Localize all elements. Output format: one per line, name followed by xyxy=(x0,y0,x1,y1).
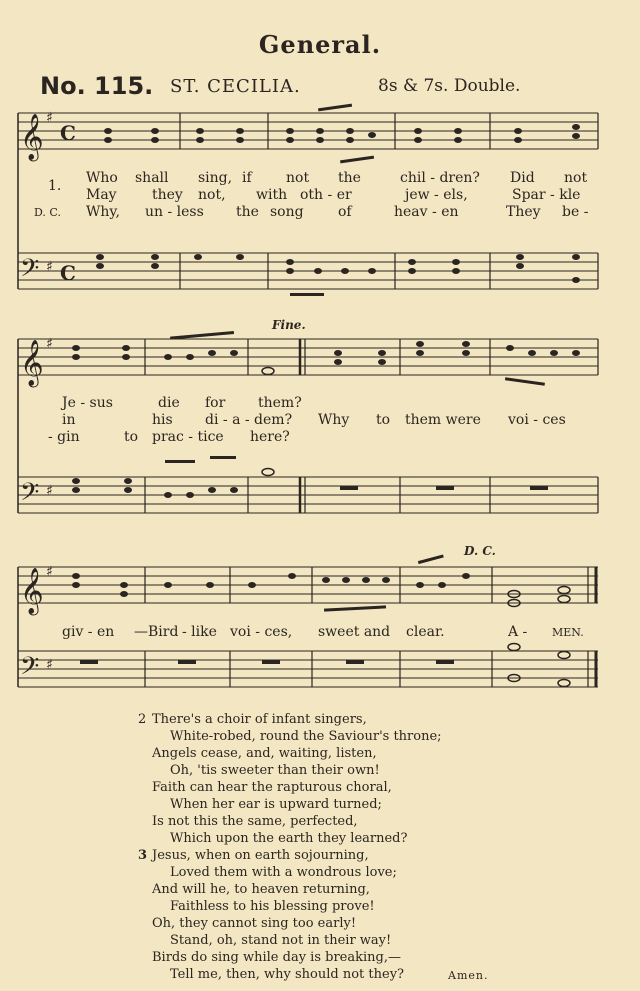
common-time-icon: C xyxy=(60,121,76,145)
verses-block: 2 There's a choir of infant singers, White-robed, round the Saviour's throne; Angels cease, and, waiting, listen, Oh, 'tis sweeter than their own! Faith can hear the rapturous choral, When her ear is upward turned; Is not this the same, perfected, Which upon the earth they learned? 3 Jesus, when on earth sojourning, Loved them with a wondrous love; And will he, to heaven returning, Faithless to his blessing prove! Oh, they cannot sing too early! Stand, oh, stand not in their way! Birds do sing while day is breaking,— Tell me, then, why should not they? Amen. xyxy=(138,712,489,982)
bass-clef-icon: 𝄢 xyxy=(20,652,40,687)
sharp-icon: ♯ xyxy=(46,336,53,352)
tune-name: ST. CECILIA. xyxy=(170,76,301,97)
sharp-icon: ♯ xyxy=(46,259,53,275)
hymn-page: General. No. 115. ST. CECILIA. 8s & 7s. Double. 𝄞 𝄞 𝄞 𝄢 𝄢 𝄢 ♯ ♯ ♯ ♯ ♯ ♯ C C 1. Who shall sing, if not the chil - dren? Did not May they not, with oth - er jew - els, Spar - kle D. C. Why, un - less the song of heav - en They be - Fine. Je - sus die for them? in his di - a - dem? Why to them were voi - ces - gin to prac - tice here? D. C. giv - en —Bird - like voi - ces, sweet and clear. A - MEN. 2 There's a choir of infant singers, White-robed, round the Saviour's throne; Angels cease, and, waiting, listen, Oh, 'tis sweeter than their own! Faith can hear the rapturous choral, When her ear is upward turned; Is not this the same, perfected, Which upon the earth they learned? 3 Jesus, when on earth sojourning, Loved them with a wondrous love; And will he, to heaven returning, Faithless to his blessing prove! Oh, they cannot sing too early! Stand, oh, stand not in their way! Birds do sing while day is breaking,— Tell me, then, why should not they? Amen. xyxy=(0,0,640,991)
sharp-icon: ♯ xyxy=(46,564,53,580)
section-title: General. xyxy=(258,30,382,59)
amen-marker: Amen. xyxy=(448,969,489,982)
verse-number: 1. xyxy=(48,178,62,194)
treble-clef-icon: 𝄞 xyxy=(20,114,44,160)
staff-system1-bass xyxy=(18,253,598,289)
fine-marker: Fine. xyxy=(272,318,306,332)
dc-marker: D. C. xyxy=(464,544,496,558)
bass-clef-icon: 𝄢 xyxy=(20,254,40,289)
common-time-icon: C xyxy=(60,261,76,285)
staff-system2-bass xyxy=(18,477,598,513)
sharp-icon: ♯ xyxy=(46,110,53,126)
treble-clef-icon: 𝄞 xyxy=(20,568,44,614)
hymn-number: No. 115. xyxy=(40,72,154,100)
meter: 8s & 7s. Double. xyxy=(378,76,521,96)
sharp-icon: ♯ xyxy=(46,657,53,673)
bass-clef-icon: 𝄢 xyxy=(20,478,40,513)
sharp-icon: ♯ xyxy=(46,483,53,499)
treble-clef-icon: 𝄞 xyxy=(20,340,44,386)
staff-system2-treble xyxy=(18,339,598,375)
